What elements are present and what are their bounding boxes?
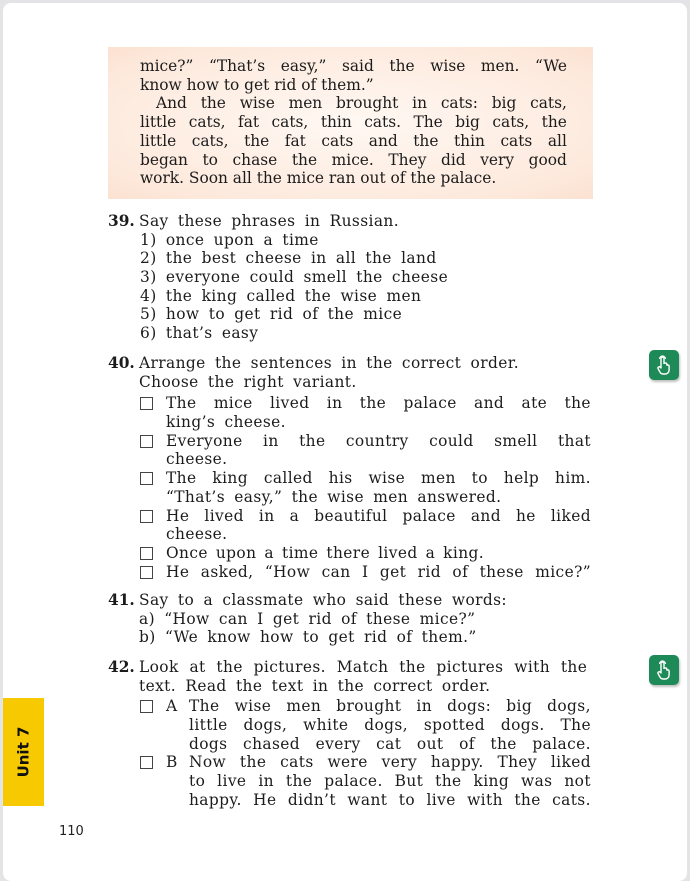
- word: to: [398, 790, 416, 809]
- word: cats.: [552, 790, 591, 809]
- phrase-item: 2) the best cheese in all the land: [140, 249, 437, 268]
- option-line: [166, 432, 591, 451]
- word: didn’t: [287, 790, 336, 809]
- story-line: [140, 151, 567, 170]
- word: cat: [376, 734, 402, 753]
- story-word: fat: [284, 131, 306, 150]
- option-line: king’s cheese.: [166, 413, 286, 432]
- word: lived: [378, 543, 418, 562]
- story-word: and: [368, 131, 398, 150]
- option-line: [166, 753, 591, 772]
- word: to: [189, 772, 206, 791]
- story-word: mice.: [331, 150, 374, 169]
- story-word: The: [413, 113, 443, 132]
- story-word: They: [388, 150, 427, 169]
- story-word: the: [389, 57, 415, 75]
- option-checkbox[interactable]: [140, 700, 153, 713]
- word: dogs,: [364, 716, 409, 735]
- word: wise: [234, 697, 272, 716]
- order-option: [139, 394, 591, 431]
- word: want: [347, 790, 388, 809]
- word: wise: [368, 469, 406, 488]
- word: in: [263, 431, 279, 450]
- word: of: [452, 562, 469, 581]
- word: liked: [550, 506, 591, 525]
- word: there: [326, 543, 371, 562]
- story-line: [140, 57, 567, 76]
- word: not: [564, 772, 591, 791]
- story-line: [140, 113, 567, 132]
- story-word: cats,: [530, 94, 567, 113]
- word: him.: [555, 469, 591, 488]
- word: the: [564, 394, 591, 413]
- word: The: [166, 469, 197, 488]
- unit-tab: [3, 698, 44, 806]
- word: king: [212, 469, 248, 488]
- word: his: [328, 469, 353, 488]
- quote-item: a) “How can I get rid of these mice?”: [139, 609, 476, 628]
- word: the: [490, 734, 517, 753]
- option-checkbox[interactable]: [140, 510, 153, 523]
- order-option: [139, 563, 591, 582]
- word: little: [189, 716, 228, 735]
- word: They: [497, 753, 538, 772]
- option-checkbox[interactable]: [140, 435, 153, 448]
- story-line: [140, 132, 567, 151]
- word: in: [258, 772, 274, 791]
- story-word: wise: [239, 94, 275, 113]
- unit-label: Unit 7: [14, 726, 33, 778]
- order-option: [139, 469, 591, 506]
- order-option: [139, 507, 591, 544]
- word: live: [217, 772, 247, 791]
- option-letter: B: [166, 753, 178, 772]
- word: white: [303, 716, 349, 735]
- option-checkbox[interactable]: [140, 397, 153, 410]
- phrase-item: 5) how to get rid of the mice: [140, 305, 403, 324]
- story-word: big: [491, 94, 517, 113]
- word: the: [239, 753, 267, 772]
- story-word: cats:: [440, 94, 478, 113]
- story-word: And: [156, 94, 187, 113]
- word: happy.: [430, 753, 484, 772]
- word: dogs:: [447, 697, 492, 716]
- word: chased: [243, 734, 301, 753]
- word: rid: [417, 562, 441, 581]
- option-line: [166, 394, 591, 413]
- word: Everyone: [166, 431, 243, 450]
- exercise-instruction: Choose the right variant.: [139, 372, 357, 391]
- phrase-item: 1) once upon a time: [140, 230, 319, 249]
- word: dogs: [189, 734, 228, 753]
- option-checkbox[interactable]: [140, 547, 153, 560]
- option-line: [166, 716, 591, 735]
- word: king: [473, 772, 510, 791]
- exercise-number: 41.: [108, 591, 135, 609]
- word: a: [264, 543, 274, 562]
- word: dogs.: [500, 716, 545, 735]
- option-line: [166, 544, 591, 563]
- order-option: [139, 544, 591, 563]
- word: happy.: [189, 790, 242, 809]
- word: called: [263, 469, 313, 488]
- story-word: good: [528, 150, 567, 169]
- word: country: [345, 431, 409, 450]
- word: The: [560, 716, 591, 735]
- word: palace.: [324, 772, 383, 791]
- option-line: “That’s easy,” the wise men answered.: [166, 487, 502, 506]
- option-checkbox[interactable]: [140, 756, 153, 769]
- story-word: began: [140, 150, 188, 169]
- word: king.: [443, 543, 485, 562]
- option-line: [166, 791, 591, 810]
- word: in: [416, 697, 433, 716]
- exercise-number: 39.: [108, 212, 135, 230]
- story-word: little: [140, 113, 177, 132]
- word: the: [359, 394, 387, 413]
- story-word: in: [412, 94, 428, 113]
- word: mice: [213, 394, 253, 413]
- word: get: [379, 562, 407, 581]
- word: was: [521, 772, 553, 791]
- option-checkbox[interactable]: [140, 566, 153, 579]
- hand-pointer-icon: [655, 660, 673, 680]
- word: He: [166, 506, 190, 525]
- word: of: [459, 734, 475, 753]
- story-word: to: [202, 150, 218, 169]
- option-letter: A: [166, 697, 178, 716]
- exercise-instruction: Say these phrases in Russian.: [139, 212, 400, 230]
- word: can: [321, 562, 351, 581]
- story-word: easy,”: [280, 57, 327, 75]
- word: could: [429, 431, 474, 450]
- word: lived: [269, 394, 310, 413]
- interactive-task-button[interactable]: [649, 350, 679, 380]
- story-word: fat: [238, 113, 260, 132]
- word: liked: [550, 753, 591, 772]
- story-word: thin: [320, 113, 352, 132]
- word: asked,: [200, 562, 254, 581]
- word: He: [253, 790, 277, 809]
- story-word: thin: [453, 131, 485, 150]
- word: big: [506, 697, 533, 716]
- word: these: [479, 562, 524, 581]
- option-line: [166, 697, 591, 716]
- word: and: [474, 394, 505, 413]
- word: to: [471, 469, 488, 488]
- story-word: mice?”: [140, 57, 194, 75]
- story-word: all: [547, 131, 567, 150]
- picture-match-option: [139, 697, 591, 753]
- story-word: wise: [430, 57, 466, 75]
- word: live: [426, 790, 456, 809]
- story-word: chase: [232, 150, 278, 169]
- word: men: [421, 469, 456, 488]
- story-word: big: [455, 113, 480, 132]
- word: that: [557, 431, 591, 450]
- story-word: very: [480, 150, 515, 169]
- word: ate: [521, 394, 548, 413]
- option-line: [166, 735, 591, 754]
- story-word: the: [541, 113, 567, 132]
- interactive-task-button[interactable]: [649, 655, 679, 685]
- hand-pointer-icon: [655, 355, 673, 375]
- picture-match-option: [139, 753, 591, 809]
- story-line: know how to get rid of them.”: [140, 75, 374, 94]
- option-line: [166, 507, 591, 526]
- word: time: [281, 543, 319, 562]
- story-word: cats,: [271, 113, 309, 132]
- option-line: [166, 469, 591, 488]
- phrase-item: 6) that’s easy: [140, 324, 259, 343]
- word: men: [286, 697, 322, 716]
- story-line: work. Soon all the mice ran out of the palace.: [140, 169, 497, 188]
- quote-item: b) “We know how to get rid of them.”: [139, 628, 477, 647]
- word: dogs,: [547, 697, 591, 716]
- word: every: [315, 734, 361, 753]
- word: and: [470, 506, 501, 525]
- story-word: cats,: [492, 113, 530, 132]
- word: Now: [189, 753, 227, 772]
- story-line: [140, 94, 567, 113]
- exercise-instruction: Arrange the sentences in the correct order.: [139, 354, 520, 372]
- story-word: cats,: [191, 131, 229, 150]
- story-word: cats.: [364, 113, 402, 132]
- story-word: little: [140, 131, 177, 150]
- option-checkbox[interactable]: [140, 472, 153, 485]
- word: The: [189, 697, 220, 716]
- word: a: [289, 506, 300, 525]
- word: The: [166, 394, 197, 413]
- exercise-instruction: Look at the pictures. Match the pictures with the: [139, 658, 588, 676]
- story-word: cats: [500, 131, 533, 150]
- story-word: cats,: [188, 113, 226, 132]
- story-word: the: [413, 131, 439, 150]
- word: palace: [403, 394, 457, 413]
- word: were: [327, 753, 368, 772]
- phrase-item: 3) everyone could smell the cheese: [140, 268, 449, 287]
- option-line: cheese.: [166, 525, 228, 544]
- word: the: [299, 431, 326, 450]
- word: he: [515, 506, 536, 525]
- option-line: [166, 772, 591, 791]
- word: cats: [280, 753, 314, 772]
- story-word: cats: [321, 131, 354, 150]
- order-option: [139, 432, 591, 469]
- exercise-number: 40.: [108, 354, 135, 372]
- phrase-item: 4) the king called the wise men: [140, 286, 422, 305]
- word: a: [425, 543, 436, 562]
- word: spotted: [423, 716, 486, 735]
- word: the: [435, 772, 462, 791]
- word: beautiful: [314, 506, 388, 525]
- word: out: [416, 734, 444, 753]
- exercise-instruction: text. Read the text in the correct order.: [139, 676, 491, 695]
- story-text-box: [108, 47, 593, 199]
- page-number: 110: [59, 824, 84, 839]
- story-word: brought: [336, 94, 399, 113]
- story-word: “That’s: [208, 57, 266, 75]
- word: in: [258, 506, 275, 525]
- word: But: [394, 772, 424, 791]
- option-line: [166, 563, 591, 582]
- word: Once: [166, 543, 208, 562]
- story-word: “We: [535, 57, 567, 75]
- word: lived: [204, 506, 244, 525]
- word: in: [326, 394, 343, 413]
- word: palace: [402, 506, 456, 525]
- story-word: said: [341, 57, 374, 75]
- word: brought: [336, 697, 402, 716]
- word: help: [503, 469, 540, 488]
- story-word: the: [291, 150, 318, 169]
- word: with: [467, 790, 503, 809]
- word: dogs,: [243, 716, 288, 735]
- exercise-instruction: Say to a classmate who said these words:: [139, 591, 508, 609]
- story-word: men: [288, 94, 323, 113]
- word: palace.: [532, 734, 591, 753]
- word: “How: [264, 562, 311, 581]
- word: smell: [494, 431, 538, 450]
- word: the: [514, 790, 541, 809]
- option-line: cheese.: [166, 450, 228, 469]
- word: He: [166, 562, 190, 581]
- word: mice?”: [535, 562, 591, 581]
- story-word: men.: [480, 57, 520, 75]
- story-word: the: [244, 131, 270, 150]
- exercise-number: 42.: [108, 658, 135, 676]
- story-word: did: [440, 150, 466, 169]
- word: upon: [215, 543, 257, 562]
- word: the: [285, 772, 313, 791]
- word: very: [381, 753, 418, 772]
- word: I: [361, 562, 369, 581]
- story-word: the: [200, 94, 226, 113]
